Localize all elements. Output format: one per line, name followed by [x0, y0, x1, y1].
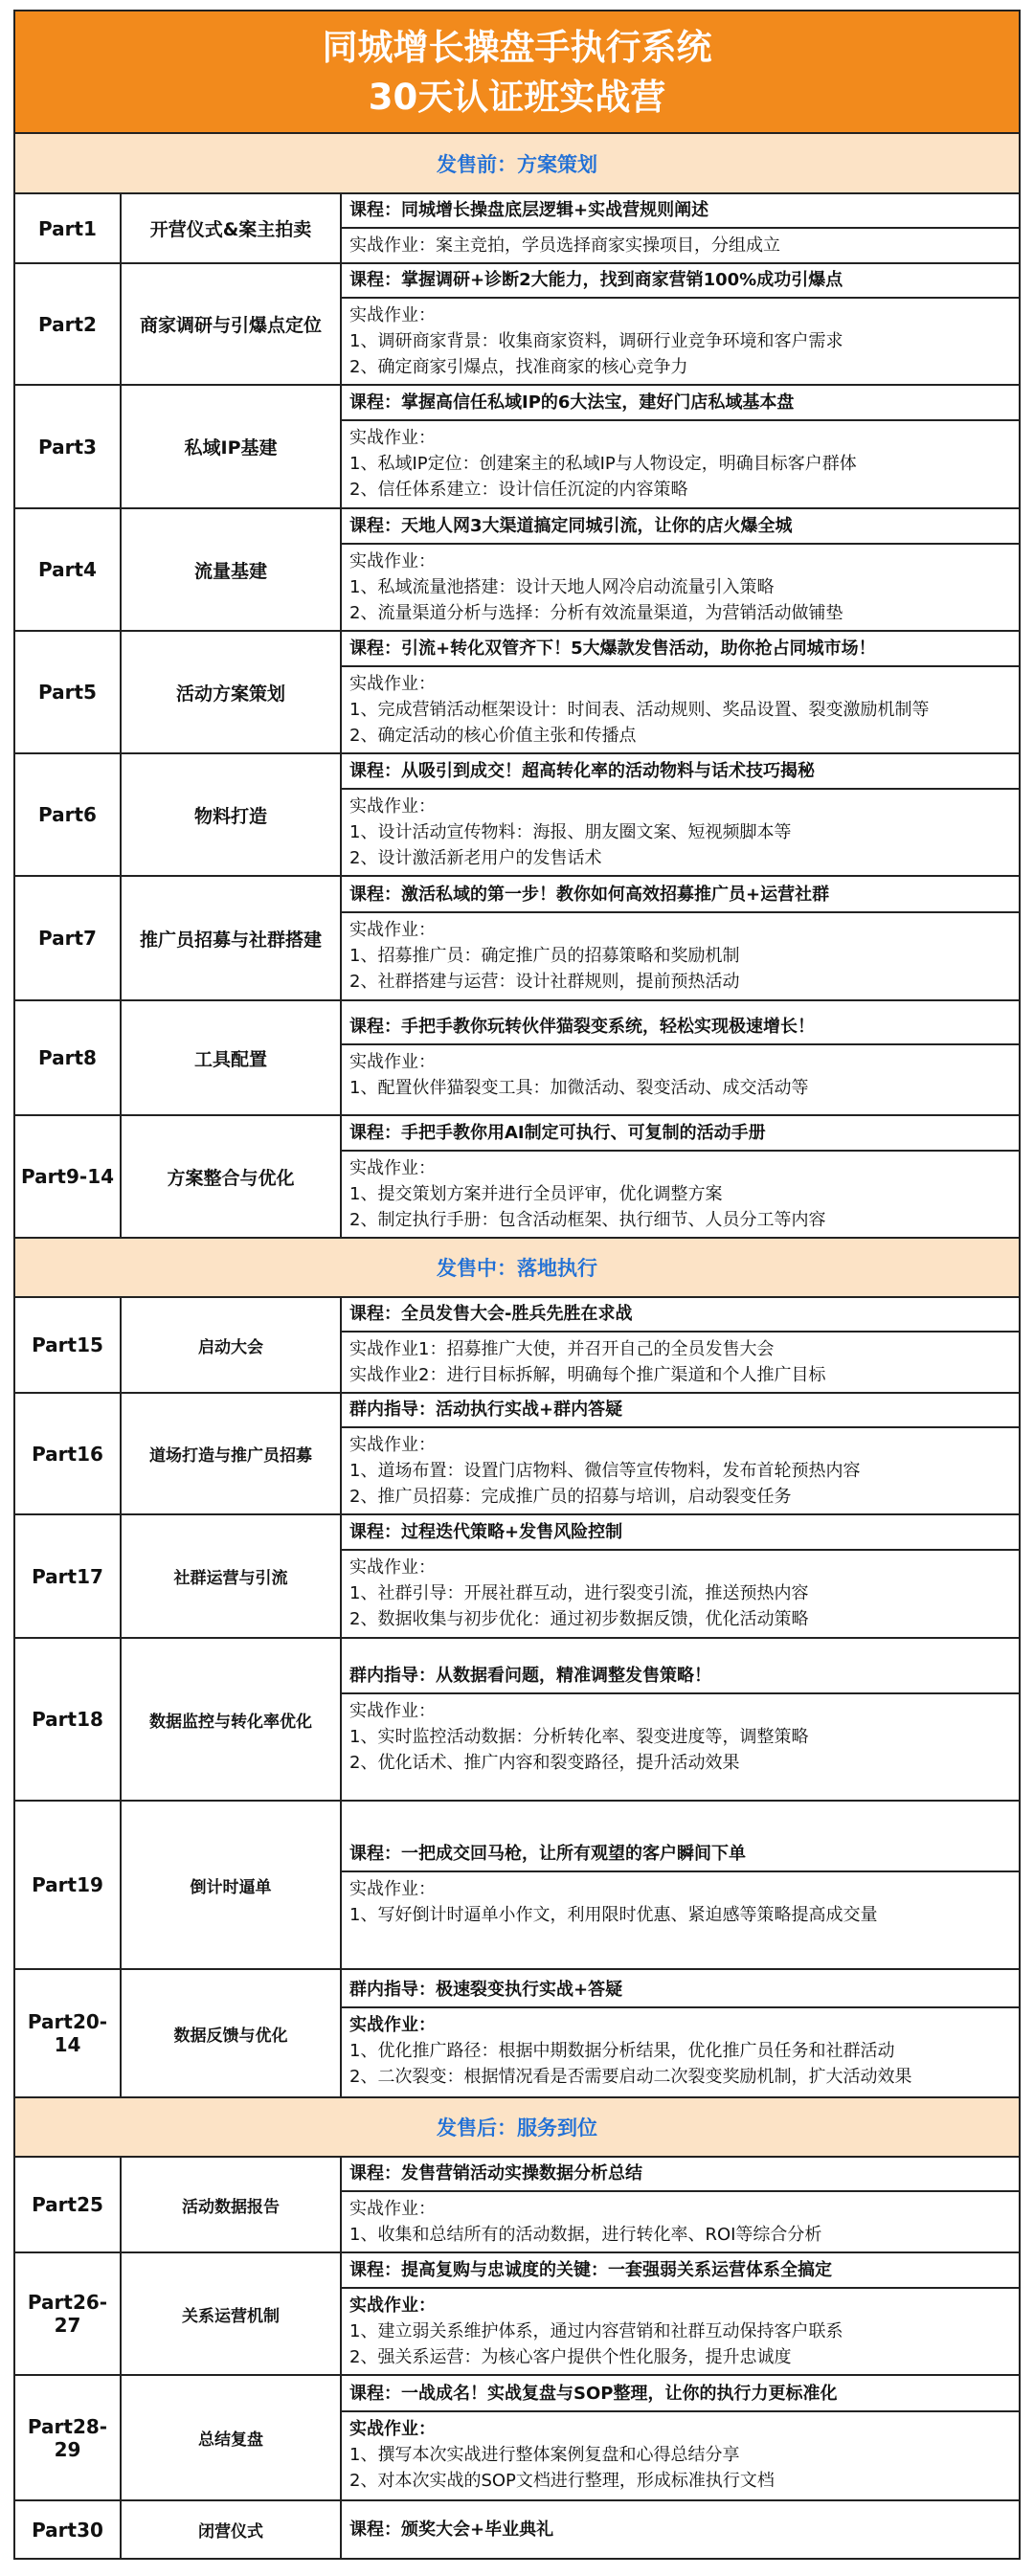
part-title: 开营仪式&案主拍卖 [121, 193, 341, 263]
homework-heading: 实战作业： [349, 2014, 436, 2035]
course-line: 课程：一战成名！实战复盘与SOP整理，让你的执行力更标准化 [342, 2378, 1019, 2412]
homework-block [342, 229, 1019, 262]
homework-heading: 实战作业： [349, 1052, 436, 1072]
part-label: Part6 [15, 753, 121, 876]
homework-block [342, 545, 1019, 630]
schedule-table [15, 134, 1019, 2558]
course-line: 课程：天地人网3大渠道搞定同城引流，让你的店火爆全城 [342, 510, 1019, 545]
course-line: 课程：发售营销活动实操数据分析总结 [342, 2158, 1019, 2192]
part-title: 物料打造 [121, 753, 341, 876]
part-title: 倒计时逼单 [121, 1801, 341, 1969]
part-content [341, 1969, 1019, 2097]
part-label: Part17 [15, 1514, 121, 1638]
part-title: 活动数据报告 [121, 2157, 341, 2252]
part-content [341, 1115, 1019, 1238]
course-line: 课程：一把成交回马枪，让所有观望的客户瞬间下单 [342, 1838, 1019, 1872]
part-title: 闭营仪式 [121, 2500, 341, 2558]
part-content [341, 1000, 1019, 1115]
homework-block [342, 2412, 1019, 2498]
table-row [15, 876, 1019, 1000]
homework-heading: 实战作业：案主竞拍，学员选择商家实操项目，分组成立 [349, 235, 780, 256]
table-row [15, 2500, 1019, 2558]
part-title: 数据监控与转化率优化 [121, 1638, 341, 1801]
homework-item: 实战作业2：进行目标拆解，明确每个推广渠道和个人推广目标 [349, 1365, 826, 1385]
homework-heading: 实战作业： [349, 550, 436, 571]
homework-heading: 实战作业： [349, 428, 436, 448]
part-label: Part9-14 [15, 1115, 121, 1238]
homework-item: 1、配置伙伴猫裂变工具：加微活动、裂变活动、成交活动等 [349, 1078, 809, 1098]
table-row [15, 2252, 1019, 2375]
homework-block [342, 299, 1019, 384]
part-content [341, 2500, 1019, 2558]
homework-block [342, 2289, 1019, 2374]
table-row [15, 385, 1019, 508]
part-label: Part18 [15, 1638, 121, 1801]
part-content [341, 876, 1019, 1000]
homework-item: 2、数据收集与初步优化：通过初步数据反馈，优化活动策略 [349, 1609, 809, 1629]
homework-heading: 实战作业： [349, 919, 436, 940]
homework-item: 1、社群引导：开展社群互动，进行裂变引流，推送预热内容 [349, 1583, 809, 1603]
page-subtitle: 30天认证班实战营 [368, 77, 666, 118]
part-label: Part2 [15, 263, 121, 385]
table-row [15, 631, 1019, 753]
homework-item: 1、私域IP定位：创建案主的私域IP与人物设定，明确目标客户群体 [349, 454, 857, 474]
part-content [341, 263, 1019, 385]
part-content [341, 385, 1019, 508]
page-header [15, 11, 1019, 134]
homework-heading: 实战作业： [349, 1557, 436, 1578]
course-line: 课程：从吸引到成交！超高转化率的活动物料与话术技巧揭秘 [342, 755, 1019, 790]
homework-block [342, 1694, 1019, 1780]
part-label: Part5 [15, 631, 121, 753]
part-label: Part16 [15, 1393, 121, 1514]
part-content [341, 193, 1019, 263]
part-label: Part7 [15, 876, 121, 1000]
homework-block [342, 913, 1019, 998]
table-row [15, 193, 1019, 263]
homework-heading: 实战作业： [349, 1879, 436, 1899]
homework-block [342, 1872, 1019, 1932]
course-line: 群内指导：活动执行实战+群内答疑 [342, 1394, 1019, 1428]
course-line: 课程：手把手教你玩转伙伴猫裂变系统，轻松实现极速增长！ [342, 1011, 1019, 1045]
part-title: 数据反馈与优化 [121, 1969, 341, 2097]
part-label: Part25 [15, 2157, 121, 2252]
homework-item: 2、确定商家引爆点，找准商家的核心竞争力 [349, 357, 688, 377]
table-row [15, 1000, 1019, 1115]
homework-item: 2、信任体系建立：设计信任沉淀的内容策略 [349, 480, 688, 500]
part-content [341, 631, 1019, 753]
homework-block [342, 790, 1019, 875]
part-title: 关系运营机制 [121, 2252, 341, 2375]
table-row [15, 1969, 1019, 2097]
homework-item: 1、提交策划方案并进行全员评审，优化调整方案 [349, 1183, 723, 1204]
homework-item: 2、设计激活新老用户的发售话术 [349, 847, 602, 868]
part-title: 工具配置 [121, 1000, 341, 1115]
homework-item: 1、优化推广路径：根据中期数据分析结果，优化推广员任务和社群活动 [349, 2040, 895, 2061]
course-line: 课程：同城增长操盘底层逻辑+实战营规则阐述 [342, 194, 1019, 229]
homework-block [342, 1551, 1019, 1636]
homework-item: 1、收集和总结所有的活动数据，进行转化率、ROI等综合分析 [349, 2225, 822, 2245]
homework-item: 1、私域流量池搭建：设计天地人网冷启动流量引入策略 [349, 576, 775, 597]
part-title: 社群运营与引流 [121, 1514, 341, 1638]
homework-item: 2、确定活动的核心价值主张和传播点 [349, 725, 637, 746]
homework-item: 2、推广员招募：完成推广员的招募与培训，启动裂变任务 [349, 1487, 792, 1507]
part-title: 流量基建 [121, 508, 341, 631]
part-label: Part30 [15, 2500, 121, 2558]
table-row [15, 2375, 1019, 2500]
homework-item: 2、对本次实战的SOP文档进行整理，形成标准执行文档 [349, 2471, 775, 2491]
homework-block [342, 1333, 1019, 1392]
part-label: Part4 [15, 508, 121, 631]
course-line: 群内指导：从数据看问题，精准调整发售策略！ [342, 1660, 1019, 1694]
section-header: 发售后：服务到位 [15, 2097, 1019, 2157]
homework-block [342, 1152, 1019, 1237]
homework-item: 2、制定执行手册：包含活动框架、执行细节、人员分工等内容 [349, 1209, 826, 1230]
homework-item: 2、强关系运营：为核心客户提供个性化服务，提升忠诚度 [349, 2346, 792, 2367]
course-line: 课程：过程迭代策略+发售风险控制 [342, 1516, 1019, 1551]
part-title: 私域IP基建 [121, 385, 341, 508]
homework-heading: 实战作业： [349, 305, 436, 325]
homework-heading: 实战作业： [349, 2419, 436, 2439]
part-label: Part15 [15, 1297, 121, 1393]
table-row [15, 263, 1019, 385]
part-label: Part20-14 [15, 1969, 121, 2097]
part-content [341, 1638, 1019, 1801]
homework-block [342, 1045, 1019, 1105]
homework-heading: 实战作业： [349, 1157, 436, 1178]
course-line: 课程：手把手教你用AI制定可执行、可复制的活动手册 [342, 1117, 1019, 1152]
table-row [15, 1801, 1019, 1969]
part-content [341, 1393, 1019, 1514]
part-title: 道场打造与推广员招募 [121, 1393, 341, 1514]
homework-item: 2、社群搭建与运营：设计社群规则，提前预热活动 [349, 971, 740, 992]
homework-block [342, 667, 1019, 752]
part-title: 启动大会 [121, 1297, 341, 1393]
course-line: 课程：激活私域的第一步！教你如何高效招募推广员+运营社群 [342, 879, 1019, 913]
table-row [15, 1638, 1019, 1801]
part-title: 方案整合与优化 [121, 1115, 341, 1238]
part-content [341, 2252, 1019, 2375]
table-row [15, 1514, 1019, 1638]
homework-block [342, 1428, 1019, 1513]
section-header: 发售前：方案策划 [15, 134, 1019, 193]
part-label: Part19 [15, 1801, 121, 1969]
homework-item: 1、调研商家背景：收集商家资料，调研行业竞争环境和客户需求 [349, 331, 843, 351]
homework-block [342, 2008, 1019, 2094]
homework-item: 2、流量渠道分析与选择：分析有效流量渠道，为营销活动做铺垫 [349, 602, 843, 623]
course-line: 课程：引流+转化双管齐下！5大爆款发售活动，助你抢占同城市场！ [342, 633, 1019, 667]
homework-item: 1、实时监控活动数据：分析转化率、裂变进度等，调整策略 [349, 1726, 809, 1747]
part-content [341, 1514, 1019, 1638]
homework-item: 1、写好倒计时逼单小作文，利用限时优惠、紧迫感等策略提高成交量 [349, 1905, 878, 1925]
table-row [15, 1115, 1019, 1238]
part-content [341, 753, 1019, 876]
table-row [15, 2157, 1019, 2252]
part-content [341, 2157, 1019, 2252]
homework-item: 1、撰写本次实战进行整体案例复盘和心得总结分享 [349, 2445, 740, 2465]
homework-item: 2、优化话术、推广内容和裂变路径，提升活动效果 [349, 1752, 740, 1773]
part-content [341, 508, 1019, 631]
homework-heading: 实战作业： [349, 2199, 436, 2219]
course-line: 课程：掌握调研+诊断2大能力，找到商家营销100%成功引爆点 [342, 264, 1019, 299]
table-row [15, 1393, 1019, 1514]
page-title: 同城增长操盘手执行系统 [322, 27, 712, 68]
part-label: Part1 [15, 193, 121, 263]
part-label: Part26-27 [15, 2252, 121, 2375]
homework-heading: 实战作业： [349, 1435, 436, 1455]
part-content [341, 1297, 1019, 1393]
section-header: 发售中：落地执行 [15, 1238, 1019, 1297]
homework-block [342, 2192, 1019, 2251]
homework-heading: 实战作业： [349, 1700, 436, 1721]
homework-heading: 实战作业1：招募推广大使，并召开自己的全员发售大会 [349, 1339, 775, 1359]
part-title: 商家调研与引爆点定位 [121, 263, 341, 385]
part-title: 活动方案策划 [121, 631, 341, 753]
homework-item: 2、二次裂变：根据情况看是否需要启动二次裂变奖励机制，扩大活动效果 [349, 2066, 912, 2087]
part-content [341, 1801, 1019, 1969]
table-row [15, 1297, 1019, 1393]
course-line: 课程：提高复购与忠诚度的关键：一套强弱关系运营体系全搞定 [342, 2254, 1019, 2289]
schedule-sheet [13, 10, 1021, 2560]
homework-item: 1、建立弱关系维护体系，通过内容营销和社群互动保持客户联系 [349, 2320, 843, 2341]
homework-heading: 实战作业： [349, 673, 436, 694]
course-line: 群内指导：极速裂变执行实战+答疑 [342, 1974, 1019, 2008]
homework-item: 1、完成营销活动框架设计：时间表、活动规则、奖品设置、裂变激励机制等 [349, 699, 930, 720]
part-content [341, 2375, 1019, 2500]
homework-item: 1、道场布置：设置门店物料、微信等宣传物料，发布首轮预热内容 [349, 1461, 861, 1481]
course-line: 课程：全员发售大会-胜兵先胜在求战 [342, 1298, 1019, 1333]
table-row [15, 508, 1019, 631]
table-row [15, 753, 1019, 876]
homework-heading: 实战作业： [349, 795, 436, 817]
homework-heading: 实战作业： [349, 2295, 436, 2316]
homework-block [342, 421, 1019, 506]
part-label: Part8 [15, 1000, 121, 1115]
part-label: Part3 [15, 385, 121, 508]
course-line: 课程：颁奖大会+毕业典礼 [349, 2519, 554, 2540]
part-title: 总结复盘 [121, 2375, 341, 2500]
part-title: 推广员招募与社群搭建 [121, 876, 341, 1000]
course-line: 课程：掌握高信任私域IP的6大法宝，建好门店私域基本盘 [342, 387, 1019, 421]
homework-item: 1、设计活动宣传物料：海报、朋友圈文案、短视频脚本等 [349, 821, 792, 842]
part-label: Part28-29 [15, 2375, 121, 2500]
homework-item: 1、招募推广员：确定推广员的招募策略和奖励机制 [349, 945, 740, 966]
